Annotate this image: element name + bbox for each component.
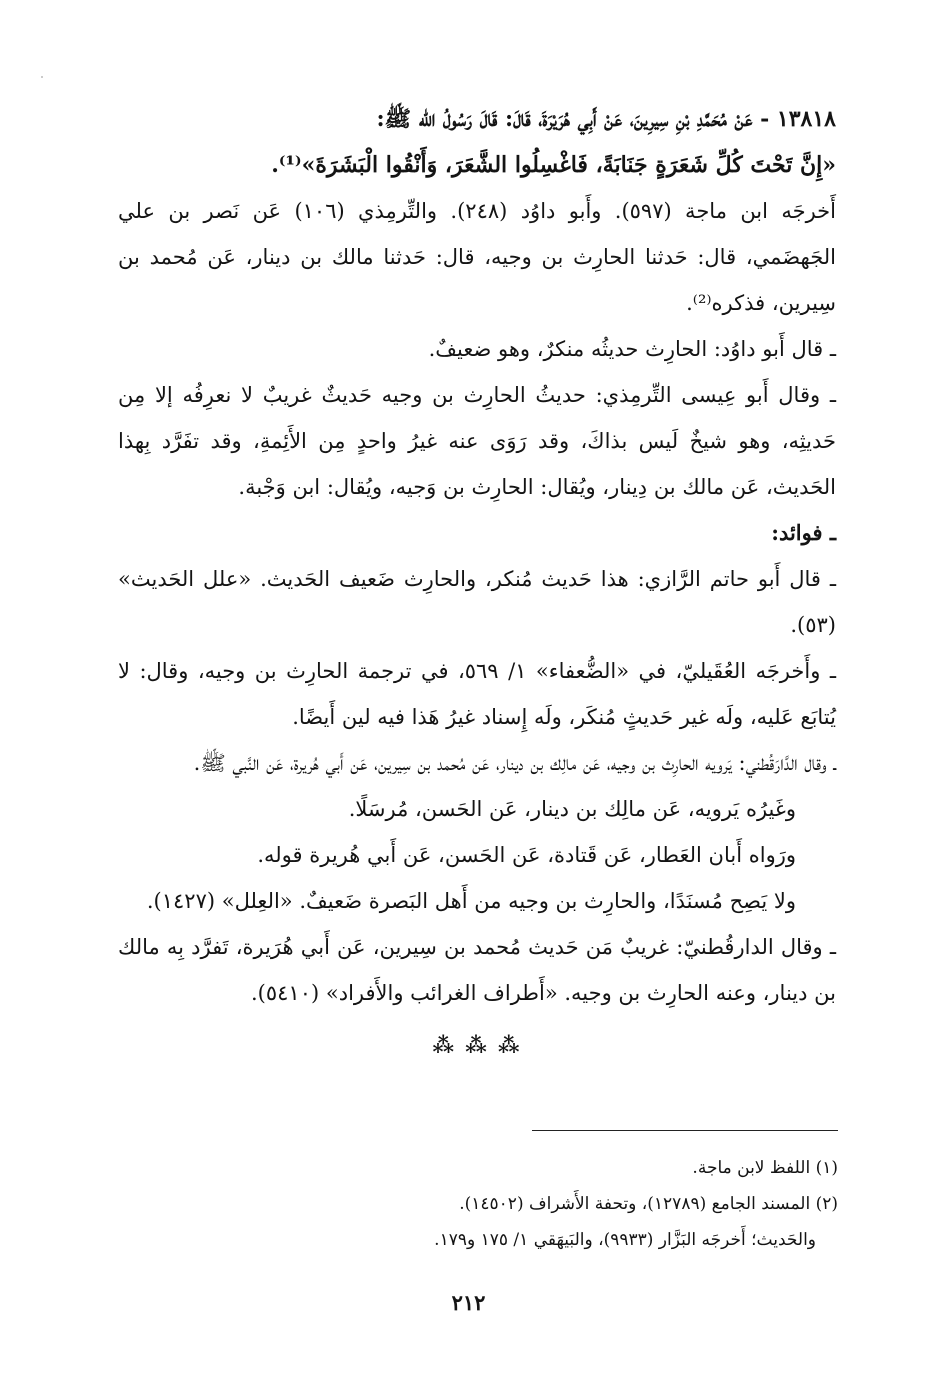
scan-speck: [41, 76, 43, 78]
daraqutni-comment-2: وغَيرُه يَرويه، عَن مالِك بن دينار، عَن الحَسن، مُرسَلًا.: [348, 797, 796, 821]
uqayli-comment: ـ وأَخرجَه العُقَيليّ، في «الضُّعفاء» ١/ ٥٦٩، في ترجمة الحارِث بن وجيه، وقال: لا يُتابَع عَليه، ولَه غير حَديثٍ مُنكَر، ولَه إِسناد غيرُ هَذا فيه لين أَيضًا.: [118, 659, 836, 729]
fawaid-heading: ـ فوائد:: [771, 520, 836, 545]
daraqutni-comment-4: ولا يَصِح مُسنَدًا، والحارِث بن وجيه من أَهل البَصرة ضَعيفٌ. «العِلل» (١٤٢٧).: [146, 889, 796, 913]
daraqutni-gharib-comment: ـ وقال الدارقُطنيّ: غريبٌ مَن حَديث مُحمد بن سِيرين، عَن أَبي هُرَيرة، تَفرَّد بِه مالك بن دينار، وعنه الحارِث بن وجيه. «أَطراف الغرائب والأَفراد» (٥٤١٠).: [118, 935, 836, 1005]
daraqutni-comment: ـ وقال الدَّارَقُطني: يَرويه الحارِث بن وجيه، عَن مالِك بن دينار، عَن مُحمد بن سِيرين، عَن أَبي هُريرة، عَن النَّبي ﷺ.: [193, 751, 836, 775]
footnotes: [300, 1150, 838, 1258]
footnote-2-continuation: والحَديث؛ أَخرجَه البَزَّار (٩٩٣٣)، والبَيهَقي ١/ ١٧٥ و١٧٩.: [434, 1230, 816, 1250]
abu-dawud-comment: ـ قال أَبو داوُد: الحارِث حديثُه منكرٌ، وهو ضعيفٌ.: [428, 337, 836, 361]
abu-hatim-comment: ـ قال أَبو حاتم الرَّازي: هذا حَديث مُنكر، والحارِث ضَعيف الحَديث. «علل الحَديث» (٥٣).: [118, 567, 836, 637]
daraqutni-comment-3: ورَواه أَبان العَطار، عَن قَتادة، عَن الحَسن، عَن أَبي هُريرة قوله.: [257, 843, 796, 867]
main-text: [118, 96, 836, 1068]
footnote-2: (٢) المسند الجامع (١٢٧٨٩)، وتحفة الأَشراف (١٤٥٠٢).: [459, 1194, 838, 1214]
hadith-text-line-1: ١٣٨١٨ - عَنْ مُحَمَّدِ بْنِ سِيرِينَ، عَنْ أَبِي هُرَيْرَةَ، قَالَ: قَالَ رَسُولُ الله ﷺ:: [376, 106, 836, 132]
takhrij-paragraph: أَخرجَه ابن ماجة (٥٩٧). وأَبو داوُد (٢٤٨). والتِّرمِذي (١٠٦) عَن نَصر بن علي الجَهضَمي، قال: حَدثنا الحارِث بن وجيه، قال: حَدثنا مالك بن دينار، عَن مُحمد بن سِيرين، فذكره⁽²⁾.: [118, 199, 836, 315]
footnote-divider: [532, 1130, 838, 1131]
hadith-text-line-2: «إِنَّ تَحْتَ كُلِّ شَعَرَةٍ جَنَابَةً، فَاغْسِلُوا الشَّعَرَ، وَأَنْقُوا الْبَشَرَةَ»⁽¹⁾.: [271, 152, 836, 178]
footnote-1: (١) اللفظ لابن ماجة.: [692, 1158, 838, 1178]
page-number: ٢١٢: [451, 1290, 486, 1315]
tirmidhi-comment: ـ وقال أَبو عِيسى التِّرمِذي: حديثُ الحارِث بن وجيه حَديثٌ غريبٌ لا نعرِفُه إلا مِن حَديثِه، وهو شيخٌ لَيس بذاكَ، وقد رَوَى عنه غيرُ واحدٍ مِن الأَئِمةِ، وقد تفَرَّد بِهذا الحَديث، عَن مالك بن دِينار، ويُقال: الحارِث بن وَجيه، ويُقال: ابن وَجْبة.: [118, 383, 836, 499]
section-separator: ⁂ ⁂ ⁂: [432, 1032, 522, 1057]
